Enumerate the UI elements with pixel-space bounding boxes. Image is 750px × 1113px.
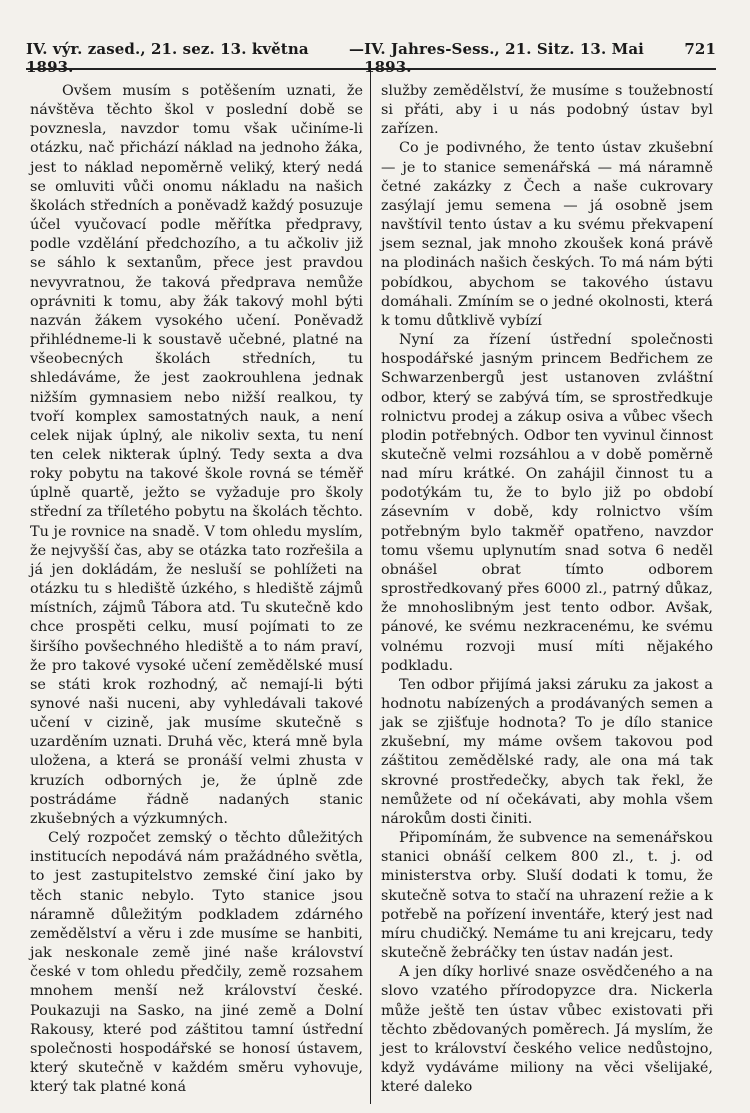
paragraph: Ovšem musím s potěšením uznati, že návštěva těchto škol v poslední době se povznesla, navzdor tomu však učiníme-li otázku, nač přichází náklad na jednoho žáka, jest to náklad nepoměrně veliký, který nedá se omluviti vůči onomu nákladu na našich školách středních a poněvadž každý posuzuje účel vyučovací podle měřítka předpravy, podle vzdělání předchozího, a tu ačkoliv již se sáhlo k sextanům, přece jest pravdou nevyvratnou, že taková předprava nemůže oprávniti k tomu, aby žák takový mohl býti nazván žákem vysokého učení. Poněvadž přihlédneme-li k soustavě učebné, platné na všeobecných školách středních, tu shledáváme, že jest zaokrouhlena jednak nižším gymnasiem nebo nižší realkou, ty tvoří komplex samostatných nauk, a není celek nijak úplný, ale nikoliv sexta, tu není ten celek nikterak úplný. Tedy sexta a dva roky pobytu na takové škole rovná se téměř úplně quartě, ježto se vyžaduje pro školy střední za tříletého pobytu na školách těchto. Tu je rovnice na snadě. V tom ohledu myslím, že nejvyšší čas, aby se otázka tato rozřešila a já jen dokládám, že nesluší se pohlížeti na otázku tu s hlediště úzkého, s hlediště zájmů místních, zájmů Tábora atd. Tu skutečně kdo chce prospěti celku, musí pojímati to ze širšího povšechného hlediště a to nám praví, že pro takové vysoké učení zemědělské musí se státi krok rozhodný, ač nemají-li býti synové naši nuceni, aby vyhledávali takové učení v cizině, jak musíme skutečně s uzarděním uznati. Druhá věc, která mně byla uložena, a která se pronáší velmi zhusta v kruzích odborných je, že úplně zde postrádáme řádně nadaných stanic zkušebných a výzkumných.: [30, 83, 363, 827]
paragraph: A jen díky horlivé snaze osvědčeného a na slovo vzatého přírodopyzce dra. Nickerla může ještě ten ústav vůbec existovati při těchto zbědovaných poměrech. Já myslím, že jest to království českého velice nedůstojno, když vydáváme miliony na věci všelijaké, které daleko: [381, 964, 713, 1096]
left-column: [30, 82, 363, 1097]
running-header: [26, 40, 716, 76]
paragraph: Co je podivného, že tento ústav zkušební — je to stanice semenářská — má náramně četné zakázky z Čech a naše cukrovary zasýlají jemu semena — já osobně jsem navštívil tento ústav a ku svému překvapení jsem seznal, jak mnoho zkoušek koná právě na plodinách našich českých. To má nám býti pobídkou, abychom se takového ústavu domáhali. Zmíním se o jedné okolnosti, která k tomu důtklivě vybízí: [381, 140, 713, 329]
header-rule: [26, 68, 716, 70]
page-number: 721: [684, 40, 716, 58]
paragraph: Celý rozpočet zemský o těchto důležitých institucích nepodává nám pražádného světla, to jest zastupitelstvo zemské činí jako by těch stanic nebylo. Tyto stanice jsou náramně důležitým podkladem zdárného zemědělství a věru i zde musíme se hanbiti, jak neskonale země jiné naše království české v tom ohledu předčily, země rozsahem mnohem menší než království české. Poukazuji na Sasko, na jiné země a Dolní Rakousy, které pod záštitou tamní ústřední společnosti hospodářské se honosí ústavem, který skutečně v každém směru vyhovuje, který tak platné koná: [30, 830, 363, 1096]
paragraph: Nyní za řízení ústřední společnosti hospodářské jasným princem Bedřichem ze Schwarzenbergů jest ustanoven zvláštní odbor, který se zabývá tím, se sprostředkuje rolnictvu prodej a zákup osiva a vůbec všech plodin potřebných. Odbor ten vyvinul činnost skutečně velmi rozsáhlou a v době poměrně nad míru krátké. On zahájil činnost tu a podotýkám tu, že to bylo již po období zásevním v době, kdy rolnictvo vším potřebným bylo takměř opatřeno, navzdor tomu všemu uplynutím snad sotva 6 neděl obnášel obrat tímto odborem sprostředkovaný přes 6000 zl., patrný důkaz, že mnohoslibným jest tento odbor. Avšak, pánové, ke svému nezkracenému, ke svému volnému rozvoji musí míti nějakého podkladu.: [381, 332, 713, 674]
paragraph: Připomínám, že subvence na semenářskou stanici obnáší celkem 800 zl., t. j. od ministerstva orby. Sluší dodati k tomu, že skutečně sotva to stačí na uhrazení režie a k potřebě na pořízení inventáře, který jest nad míru chudičký. Nemáme tu ani krejcaru, tedy skutečně žebráčky ten ústav nadán jest.: [381, 830, 713, 962]
paragraph: služby zemědělství, že musíme s toužebností si přáti, aby i u nás podobný ústav byl zařízen.: [381, 83, 713, 138]
header-german: IV. Jahres-Sess., 21. Sitz. 13. Mai 1893.: [364, 40, 644, 76]
header-czech: IV. výr. zased., 21. sez. 13. května 1893.: [26, 40, 309, 76]
header-dash: —: [349, 40, 365, 58]
right-column: [381, 82, 713, 1097]
paragraph: Ten odbor přijímá jaksi záruku za jakost a hodnotu nabízených a prodávaných semen a jak se zjišťuje hodnota? To je dílo stanice zkušební, my máme ovšem takovou pod záštitou zemědělské rady, ale ona má tak skrovné prostředečky, abych tak řekl, že nemůžete od ní očekávati, aby mohla všem nárokům dosti činiti.: [381, 676, 713, 827]
column-divider: [370, 72, 371, 1104]
